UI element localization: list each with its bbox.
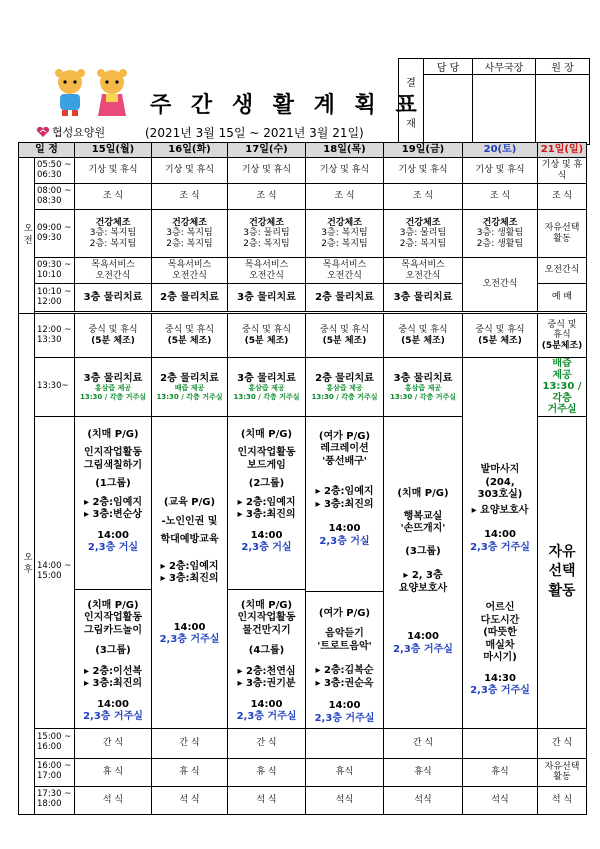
lunch-sun: 중식 및 휴식 (5분체조) <box>538 314 587 358</box>
approval-box <box>398 58 590 145</box>
time-snack: 15:00 ~ 16:00 <box>35 728 75 758</box>
program-mon-a: (치매 P/G) 인지작업활동 그림색칠하기 (1그룹) ▸ 2층:임예지 ▸ 3층:변순상 14:00 2,3층 거실 <box>75 417 151 590</box>
breakfast-mon: 조 식 <box>75 184 152 210</box>
program-mon-b: (치매 P/G) 인지작업활동 그림카드놀이 (3그룹) ▸ 2층:이선복 ▸ 3층:최진의 14:00 2,3층 거주실 <box>83 599 143 722</box>
time-wake: 05:50 ~ 06:30 <box>35 158 75 184</box>
snack-sun: 간 식 <box>538 728 587 758</box>
dinner-wed: 석 식 <box>228 786 306 814</box>
approval-director-header: 원 장 <box>536 59 590 75</box>
therapy-am-mon: 3층 물리치료 <box>75 284 152 312</box>
dinner-sun: 석 식 <box>538 786 587 814</box>
wake-thu: 기상 및 휴식 <box>306 158 384 184</box>
bath-wed: 목욕서비스 오전간식 <box>228 258 306 284</box>
time-program: 14:00 ~ 15:00 <box>35 416 75 728</box>
therapy-am-wed: 3층 물리치료 <box>228 284 306 312</box>
exercise-tue: 건강체조 3층: 복지팀 2층: 복지팀 <box>152 210 228 258</box>
header-thu: 18일(목) <box>306 143 384 158</box>
rest-mon: 휴 식 <box>75 758 152 786</box>
header-wed: 17일(수) <box>228 143 306 158</box>
lunch-thu: 중식 및 휴식 (5분 체조) <box>306 314 384 358</box>
therapy-pm-fri: 3층 물리치료 홍삼즙 제공 13:30 / 각층 거주실 <box>384 358 463 417</box>
program-wed-a: (치매 P/G) 인지작업활동 보드게임 (2그룹) ▸ 2층:임예지 ▸ 3층:최진의 14:00 2,3층 거실 <box>228 417 305 590</box>
time-bath: 09:30 ~ 10:10 <box>35 258 75 284</box>
time-lunch: 12:00 ~ 13:30 <box>35 314 75 358</box>
breakfast-thu: 조 식 <box>306 184 384 210</box>
row-bath <box>19 258 587 284</box>
approval-manager-header: 사무국장 <box>473 59 536 75</box>
section-am: 오 전 <box>19 158 35 314</box>
dinner-mon: 석 식 <box>75 786 152 814</box>
time-breakfast: 08:00 ~ 08:30 <box>35 184 75 210</box>
time-dinner: 17:30 ~ 18:00 <box>35 786 75 814</box>
bath-tue: 목욕서비스 오전간식 <box>152 258 228 284</box>
program-mon <box>75 416 152 728</box>
program-thu-a: (여가 P/G) 레크레이션 '풍선배구' ▸ 2층:임예지 ▸ 3층:최진의 14:00 2,3층 거실 <box>306 417 383 592</box>
row-wake <box>19 158 587 184</box>
row-snack <box>19 728 587 758</box>
row-lunch <box>19 314 587 358</box>
snack-thu <box>306 728 384 758</box>
time-therapy-pm: 13:30~ <box>35 358 75 417</box>
therapy-pm-mon: 3층 물리치료 홍삼즙 제공 13:30 / 각층 거주실 <box>75 358 152 417</box>
snack-tue: 간 식 <box>152 728 228 758</box>
therapy-am-tue: 2층 물리치료 <box>152 284 228 312</box>
boy-mascot-icon <box>50 68 90 118</box>
breakfast-wed: 조 식 <box>228 184 306 210</box>
approval-staff-sign <box>424 75 473 145</box>
page-header <box>0 0 600 142</box>
program-sat-b: 어르신 다도시간 (따뜻한 매실차 마시기) 14:30 2,3층 거주실 <box>470 602 530 696</box>
bath-mon: 목욕서비스 오전간식 <box>75 258 152 284</box>
heart-logo-icon <box>36 127 50 138</box>
wake-sat: 기상 및 휴식 <box>463 158 538 184</box>
header-mon: 15일(월) <box>75 143 152 158</box>
time-therapy-am: 10:10 ~ 12:00 <box>35 284 75 312</box>
header-sat: 20(토) <box>463 143 538 158</box>
row-exercise <box>19 210 587 258</box>
wake-wed: 기상 및 휴식 <box>228 158 306 184</box>
exercise-sat: 건강체조 3층: 생활팀 2층: 생활팀 <box>463 210 538 258</box>
rest-tue: 휴 식 <box>152 758 228 786</box>
bath-fri: 목욕서비스 오전간식 <box>384 258 463 284</box>
therapy-am-fri: 3층 물리치료 <box>384 284 463 312</box>
wake-sun: 기상 및 휴식 <box>538 158 587 184</box>
wake-fri: 기상 및 휴식 <box>384 158 463 184</box>
page-title: 주 간 생 활 계 획 표 <box>150 93 423 118</box>
row-dinner <box>19 786 587 814</box>
approval-staff-header: 담 당 <box>424 59 473 75</box>
approval-manager-sign <box>473 75 536 145</box>
breakfast-sat: 조 식 <box>463 184 538 210</box>
program-sun: 자유 선택 활동 <box>538 416 587 728</box>
row-therapy-pm <box>19 358 587 417</box>
rest-fri: 휴식 <box>384 758 463 786</box>
header-schedule: 일 정 <box>19 143 75 158</box>
exercise-sun: 자유선택 활동 <box>538 210 587 258</box>
org-label: 협성요양원 <box>52 126 106 139</box>
row-rest <box>19 758 587 786</box>
header-fri: 19일(금) <box>384 143 463 158</box>
dinner-tue: 석 식 <box>152 786 228 814</box>
snack-sat <box>463 728 538 758</box>
exercise-wed: 건강체조 3층: 물리팀 2층: 복지팀 <box>228 210 306 258</box>
approval-side-label: 결 재 <box>399 59 424 145</box>
program-sat <box>463 358 538 729</box>
rest-thu: 휴식 <box>306 758 384 786</box>
breakfast-fri: 조 식 <box>384 184 463 210</box>
therapy-pm-tue: 2층 물리치료 배즙 제공 13:30 / 각층 거주실 <box>152 358 228 417</box>
exercise-thu: 건강체조 3층: 복지팀 2층: 복지팀 <box>306 210 384 258</box>
rest-sun: 자유선택 활동 <box>538 758 587 786</box>
weekly-schedule-table <box>18 142 587 815</box>
lunch-mon: 중식 및 휴식 (5분 체조) <box>75 314 152 358</box>
header-sun: 21일(일) <box>538 143 587 158</box>
exercise-fri: 건강체조 3층: 물리팀 2층: 복지팀 <box>384 210 463 258</box>
organization-name <box>36 124 105 140</box>
dinner-sat: 석식 <box>463 786 538 814</box>
breakfast-sun: 조 식 <box>538 184 587 210</box>
rest-wed: 휴 식 <box>228 758 306 786</box>
worship-sun: 예 배 <box>538 284 587 312</box>
time-exercise: 09:00 ~ 09:30 <box>35 210 75 258</box>
lunch-wed: 중식 및 휴식 (5분 체조) <box>228 314 306 358</box>
bath-sun: 오전간식 <box>538 258 587 284</box>
program-thu-b: (여가 P/G) 음악듣기 '트로트음악' ▸ 2층:김복순 ▸ 3층:권순옥 14:00 2,3층 거주실 <box>314 607 375 724</box>
therapy-pm-thu: 2층 물리치료 홍삼즙 제공 13:30 / 각층 거주실 <box>306 358 384 417</box>
row-breakfast <box>19 184 587 210</box>
wake-mon: 기상 및 휴식 <box>75 158 152 184</box>
dinner-fri: 석식 <box>384 786 463 814</box>
program-tue: (교육 P/G) -노인인권 및 학대예방교육 ▸ 2층:임예지 ▸ 3층:최진의 14:00 2,3층 거주실 <box>152 416 228 728</box>
wake-tue: 기상 및 휴식 <box>152 158 228 184</box>
lunch-tue: 중식 및 휴식 (5분 체조) <box>152 314 228 358</box>
dinner-thu: 석식 <box>306 786 384 814</box>
header-tue: 16일(화) <box>152 143 228 158</box>
lunch-fri: 중식 및 휴식 (5분 체조) <box>384 314 463 358</box>
time-rest: 16:00 ~ 17:00 <box>35 758 75 786</box>
program-wed-b: (치매 P/G) 인지작업활동 물건만지기 (4그룹) ▸ 2층:천연심 ▸ 3층:권기분 14:00 2,3층 거주실 <box>236 599 297 722</box>
breakfast-tue: 조 식 <box>152 184 228 210</box>
program-sat-a: 발마사지 (204, 303호실) ▸ 요양보호사 14:00 2,3층 거주실 <box>470 464 530 553</box>
therapy-pm-wed: 3층 물리치료 홍삼즙 제공 13:30 / 각층 거주실 <box>228 358 306 417</box>
rest-sat: 휴식 <box>463 758 538 786</box>
lunch-sat: 중식 및 휴식 (5분 체조) <box>463 314 538 358</box>
snack-sat-am: 오전간식 <box>463 258 538 312</box>
section-pm: 오 후 <box>19 314 35 815</box>
schedule-period: (2021년 3월 15일 ~ 2021년 3월 21일) <box>145 126 364 140</box>
program-fri: (치매 P/G) 행복교실 '손뜨개지' (3그룹) ▸ 2, 3층 요양보호사 14:00 2,3층 거주실 <box>384 416 463 728</box>
program-wed <box>228 416 306 728</box>
girl-mascot-icon <box>92 68 132 118</box>
program-thu <box>306 416 384 728</box>
therapy-am-thu: 2층 물리치료 <box>306 284 384 312</box>
approval-director-sign <box>536 75 590 145</box>
snack-wed: 간 식 <box>228 728 306 758</box>
snack-sun-pm: 배즙 제공 13:30 / 각층 거주실 <box>538 358 587 417</box>
bath-thu: 목욕서비스 오전간식 <box>306 258 384 284</box>
exercise-mon: 건강체조 3층: 복지팀 2층: 복지팀 <box>75 210 152 258</box>
snack-mon: 간 식 <box>75 728 152 758</box>
snack-fri: 간 식 <box>384 728 463 758</box>
